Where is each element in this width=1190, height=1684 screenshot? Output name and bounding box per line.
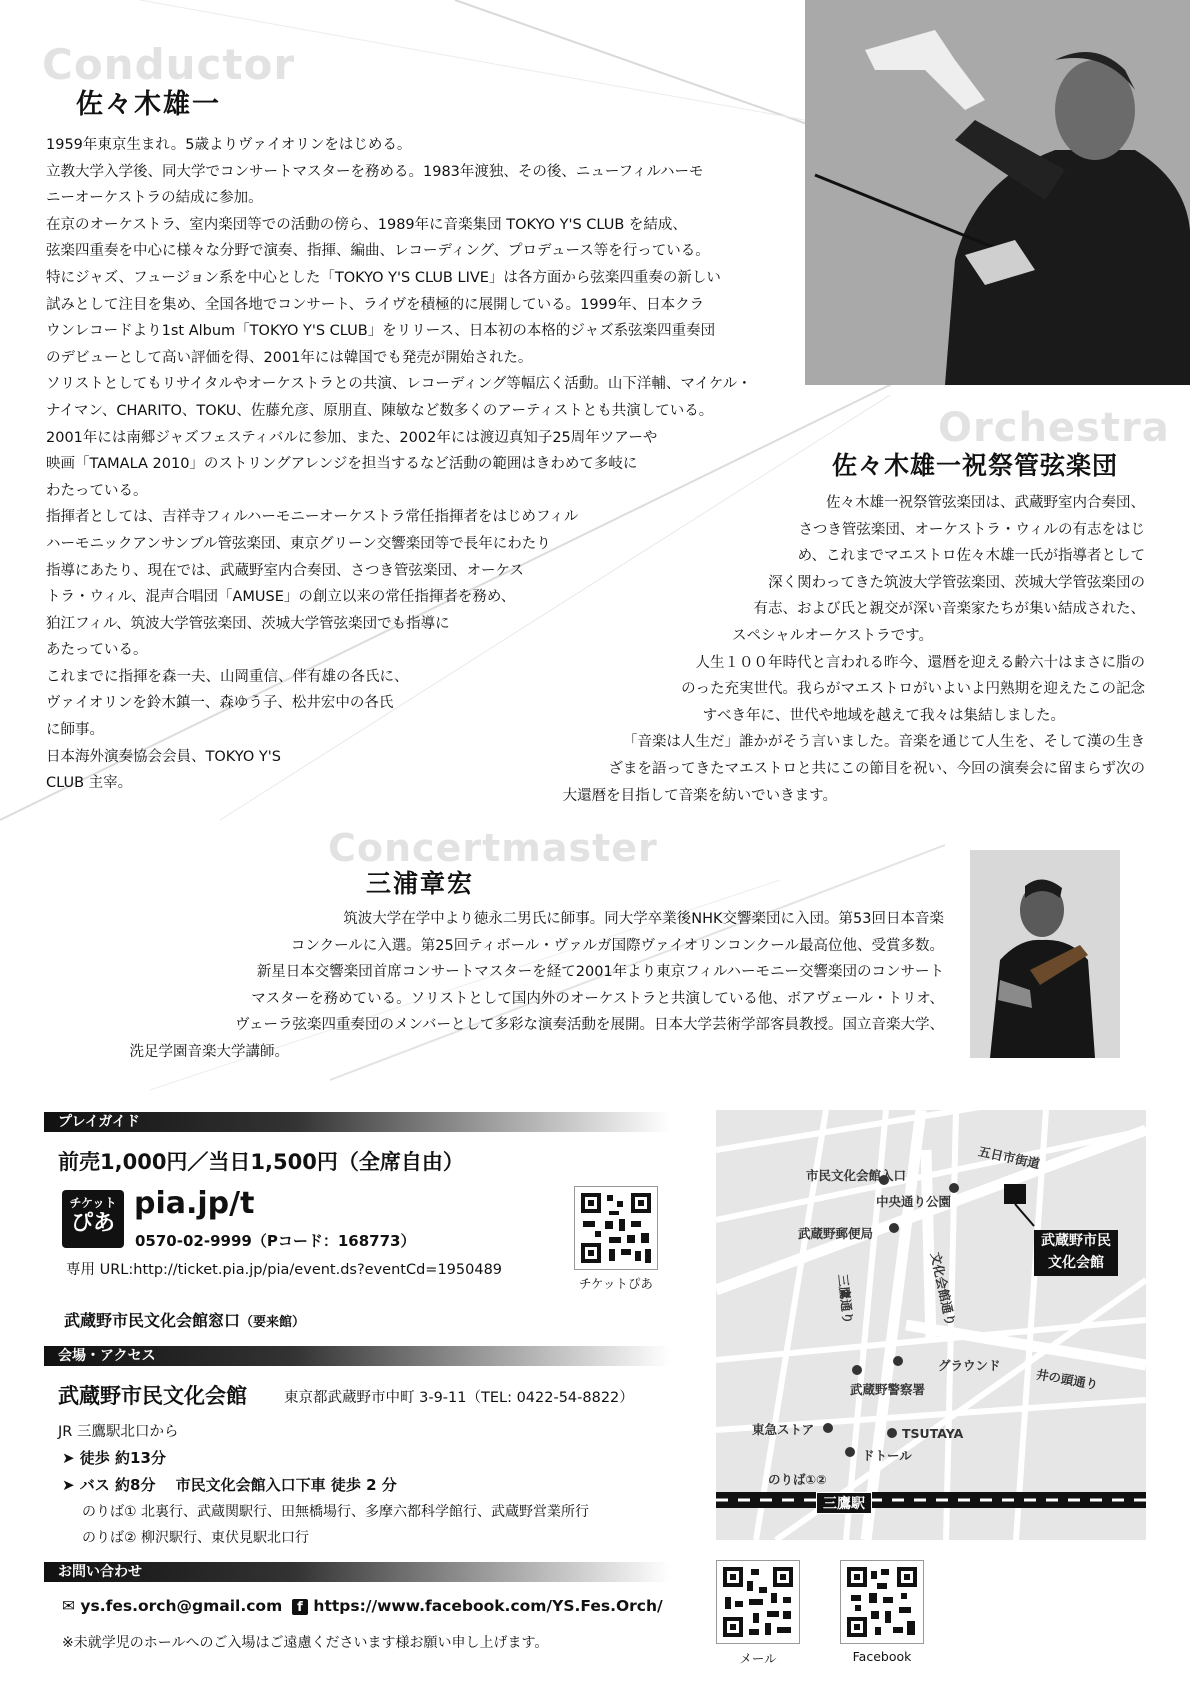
map-label-tokyu: 東急ストア xyxy=(752,1422,815,1437)
venue-address: 東京都武蔵野市中町 3-9-11（TEL: 0422-54-8822） xyxy=(284,1390,634,1406)
conductor-bio-line: 特にジャズ、フュージョン系を中心とした「TOKYO Y'S CLUB LIVE」は各方面から弦楽四重奏の新しい xyxy=(46,269,721,286)
map-label-post: 武蔵野郵便局 xyxy=(798,1226,874,1241)
conductor-bio-line: ニーオーケストラの結成に参加。 xyxy=(46,190,263,207)
access-walk xyxy=(62,1447,166,1468)
conductor-bio-line: わたっている。 xyxy=(46,482,148,499)
conductor-name: 佐々木雄一 xyxy=(76,89,221,120)
pia-full-url[interactable]: 専用 URL:http://ticket.pia.jp/pia/event.ds?eventCd=1950489 xyxy=(66,1262,503,1278)
conductor-bio-line: 立教大学入学後、同大学でコンサートマスターを務める。1983年渡独、その後、ニューフィルハーモ xyxy=(46,163,704,180)
map-label-doutor: ドトール xyxy=(862,1448,912,1463)
conductor-bio-line: CLUB 主宰。 xyxy=(46,775,133,792)
qr-facebook[interactable] xyxy=(840,1560,924,1644)
orchestra-bio-line: 深く関わってきた筑波大学管弦楽団、茨城大学管弦楽団の xyxy=(768,574,1145,591)
map-label-chuo-park: 中央通り公園 xyxy=(876,1194,952,1209)
venue-name: 武蔵野市民文化会館 xyxy=(58,1384,247,1408)
orchestra-bio-line: 佐々木雄一祝祭管弦楽団は、武蔵野室内合奏団、 xyxy=(826,495,1145,511)
orchestra-bio-line: のった充実世代。我らがマエストロがいよいよ円熟期を迎えたこの記念 xyxy=(681,681,1145,698)
conductor-bio-line: 在京のオーケストラ、室内楽団等での活動の傍ら、1989年に音楽集団 TOKYO Y'S CLUB を結成、 xyxy=(46,216,687,233)
contact-heading: お問い合わせ xyxy=(44,1562,670,1582)
qr-code-icon xyxy=(575,1187,657,1269)
orchestra-bio-line: ざまを語ってきたマエストロと共にこの節目を祝い、今回の演奏会に留まらず次の xyxy=(608,760,1145,777)
pia-logo-top: チケット xyxy=(69,1196,117,1210)
orchestra-bio-line: スペシャルオーケストラです。 xyxy=(732,627,933,644)
conductor-photo xyxy=(805,0,1190,385)
concertmaster-bio-line: マスターを務めている。ソリストとして国内外のオーケストラと共演している他、ボアヴェール・トリオ、 xyxy=(251,990,944,1007)
concertmaster-bio-line: コンクールに入選。第25回ティボール・ヴァルガ国際ヴァイオリンコンクール最高位他、受賞多数。 xyxy=(290,937,944,954)
conductor-bio-line: トラ・ウィル、混声合唱団「AMUSE」の創立以来の常任指揮者を務め、 xyxy=(46,589,516,606)
conductor-bio-line: ナイマン、CHARITO、TOKU、佐藤允彦、原朋直、陳敏など数多くのアーティストとも共演している。 xyxy=(46,402,714,419)
orchestra-bio-line: め、これまでマエストロ佐々木雄一氏が指導者として xyxy=(797,548,1145,565)
conductor-bio-line: これまでに指揮を森一夫、山岡重信、伴有雄の各氏に、 xyxy=(46,668,409,685)
conductor-bio-line: 弦楽四重奏を中心に様々な分野で演奏、指揮、編曲、レコーディング、プロデュース等を行っている。 xyxy=(46,243,710,260)
chevron-right-icon: ➤ xyxy=(62,1449,80,1467)
map-station: 三鷹駅 xyxy=(816,1492,872,1514)
qr-pia-caption: チケットぴあ xyxy=(579,1276,653,1291)
conductor-ghost-title: Conductor xyxy=(42,40,296,89)
qr-facebook-caption: Facebook xyxy=(852,1649,912,1664)
map-label-sansou-dori: 三鷹通り xyxy=(835,1273,856,1325)
access-bus xyxy=(62,1474,397,1495)
map-label-police: 武蔵野警察署 xyxy=(850,1382,926,1397)
pia-logo xyxy=(62,1190,124,1248)
contact-email-label: ys.fes.orch@gmail.com xyxy=(80,1597,283,1615)
chevron-right-icon: ➤ xyxy=(62,1476,80,1494)
map-venue-label-2: 文化会館 xyxy=(1048,1255,1104,1271)
conductor-bio-line: 指揮者としては、吉祥寺フィルハーモニーオーケストラ常任指揮者をはじめフィル xyxy=(46,509,579,526)
orchestra-bio xyxy=(563,490,1145,809)
orchestra-bio-line: すべき年に、世代や地域を越えて我々は集結しました。 xyxy=(702,707,1065,724)
orchestra-bio-line: さつき管弦楽団、オーケストラ・ウィルの有志をはじ xyxy=(798,521,1145,538)
conductor-bio-line: ハーモニックアンサンブル管弦楽団、東京グリーン交響楽団等で長年にわたり xyxy=(46,535,551,552)
conductor-bio-line: 狛江フィル、筑波大学管弦楽団、茨城大学管弦楽団でも指導に xyxy=(46,615,450,632)
contact-email[interactable] xyxy=(62,1597,282,1615)
qr-pia[interactable] xyxy=(574,1186,658,1270)
concertmaster-bio-line: ヴェーラ弦楽四重奏団のメンバーとして多彩な演奏活動を展開。日本大学芸術学部客員教授。国立音楽大学、 xyxy=(235,1017,944,1034)
conductor-bio-line: 試みとして注目を集め、全国各地でコンサート、ライヴを積極的に展開している。1999年、日本クラ xyxy=(46,296,705,313)
venue-counter xyxy=(64,1308,305,1331)
concertmaster-photo xyxy=(970,850,1120,1058)
map-label-tsutaya: TSUTAYA xyxy=(902,1426,964,1441)
qr-code-icon xyxy=(717,1561,799,1643)
venue-counter-label: 武蔵野市民文化会館窓口 xyxy=(64,1311,241,1330)
orchestra-bio-line: 「音楽は人生だ」誰かがそう言いました。音楽を通じて人生を、そして漢の生き xyxy=(623,734,1145,751)
map-venue-box xyxy=(1034,1230,1118,1276)
conductor-bio-line: ヴァイオリンを鈴木鎮一、森ゆう子、松井宏中の各氏 xyxy=(46,695,394,712)
access-bus-label: バス 約8分 市民文化会館入口下車 徒歩 2 分 xyxy=(79,1476,397,1494)
contact-facebook-label: https://www.facebook.com/YS.Fes.Orch/ xyxy=(313,1597,663,1615)
qr-mail-caption: メール xyxy=(739,1651,777,1666)
conductor-bio-line: のデビューとして高い評価を得、2001年には韓国でも発売が開始された。 xyxy=(46,349,533,366)
qr-mail[interactable] xyxy=(716,1560,800,1644)
map-label-noriba: のりば①② xyxy=(768,1472,827,1487)
map-label-itsukaichi: 五日市街道 xyxy=(977,1143,1042,1172)
concertmaster-bio xyxy=(130,906,945,1066)
conductor-bio-line: あたっている。 xyxy=(46,642,148,659)
ticket-price: 前売1,000円／当日1,500円（全席自由） xyxy=(58,1150,464,1174)
bus-stop-1: のりば① 北裏行、武蔵関駅行、田無橋場行、多摩六都科学館行、武蔵野営業所行 xyxy=(82,1504,589,1520)
conductor-bio-line: 日本海外演奏協会会員、TOKYO Y'S xyxy=(46,748,281,765)
conductor-bio-line: 映画「TAMALA 2010」のストリングアレンジを担当するなど活動の範囲はきわめて多岐に xyxy=(46,456,638,473)
pia-phone: 0570-02-9999（Pコード：168773） xyxy=(135,1232,416,1250)
map-label-ground: グラウンド xyxy=(938,1358,1001,1373)
qr-code-icon xyxy=(841,1561,923,1643)
access-walk-label: 徒歩 約13分 xyxy=(79,1449,166,1467)
contact-facebook[interactable] xyxy=(292,1597,663,1615)
concertmaster-name: 三浦章宏 xyxy=(366,869,475,898)
orchestra-bio-line: 人生１００年時代と言われる昨今、還暦を迎える齢六十はまさに脂の xyxy=(695,654,1145,671)
orchestra-name: 佐々木雄一祝祭管弦楽団 xyxy=(832,451,1119,480)
conductor-bio-line: 指導にあたり、現在では、武蔵野室内合奏団、さつき管弦楽団、オーケス xyxy=(46,562,524,579)
access-from: JR 三鷹駅北口から xyxy=(58,1424,179,1440)
map-venue-label-1: 武蔵野市民 xyxy=(1041,1233,1111,1249)
conductor-bio-line: 1959年東京生まれ。5歳よりヴァイオリンをはじめる。 xyxy=(46,137,412,153)
map-label-inokashira: 井の頭通り xyxy=(1035,1366,1100,1393)
concertmaster-bio-line: 洗足学園音楽大学講師。 xyxy=(129,1043,289,1060)
map-label-bunka-iriguchi: 市民文化会館入口 xyxy=(806,1168,907,1183)
concertmaster-bio-line: 新星日本交響楽団首席コンサートマスターを経て2001年より東京フィルハーモニー交響楽団のコンサート xyxy=(256,964,944,981)
conductor-bio-line: ソリストとしてもリサイタルやオーケストラとの共演、レコーディング等幅広く活動。山下洋輔、マイケル・ xyxy=(46,376,752,393)
access-heading: 会場・アクセス xyxy=(44,1346,670,1366)
pia-url[interactable]: pia.jp/t xyxy=(134,1186,255,1221)
bus-stop-2: のりば② 柳沢駅行、東伏見駅北口行 xyxy=(82,1530,310,1546)
playguide-heading: プレイガイド xyxy=(44,1112,670,1132)
contact-note: ※未就学児のホールへのご入場はご遠慮くださいます様お願い申し上げます。 xyxy=(62,1635,549,1651)
facebook-icon: f xyxy=(292,1599,308,1615)
map-label-bunkakaikan-dori: 文化会館通り xyxy=(927,1250,959,1328)
concertmaster-ghost-title: Concertmaster xyxy=(328,826,658,870)
orchestra-ghost-title: Orchestra xyxy=(938,405,1170,451)
concertmaster-bio-line: 筑波大学在学中より徳永二男氏に師事。同大学卒業後NHK交響楽団に入団。第53回日本音楽 xyxy=(343,911,944,927)
access-map[interactable] xyxy=(716,1110,1146,1540)
orchestra-bio-line: 大還暦を目指して音楽を紡いでいきます。 xyxy=(562,787,837,804)
orchestra-bio-line: 有志、および氏と親交が深い音楽家たちが集い結成された、 xyxy=(753,601,1145,618)
conductor-bio-line: ウンレコードより1st Album「TOKYO Y'S CLUB」をリリース、日本初の本格的ジャズ系弦楽四重奏団 xyxy=(46,323,716,340)
conductor-bio-line: 2001年には南郷ジャズフェスティバルに参加、また、2002年には渡辺真知子25周年ツアーや xyxy=(46,429,658,446)
conductor-bio-line: に師事。 xyxy=(46,722,104,739)
pia-logo-bottom: ぴあ xyxy=(70,1211,115,1236)
mail-icon: ✉ xyxy=(62,1597,75,1615)
venue-counter-note: （要来館） xyxy=(240,1315,306,1330)
